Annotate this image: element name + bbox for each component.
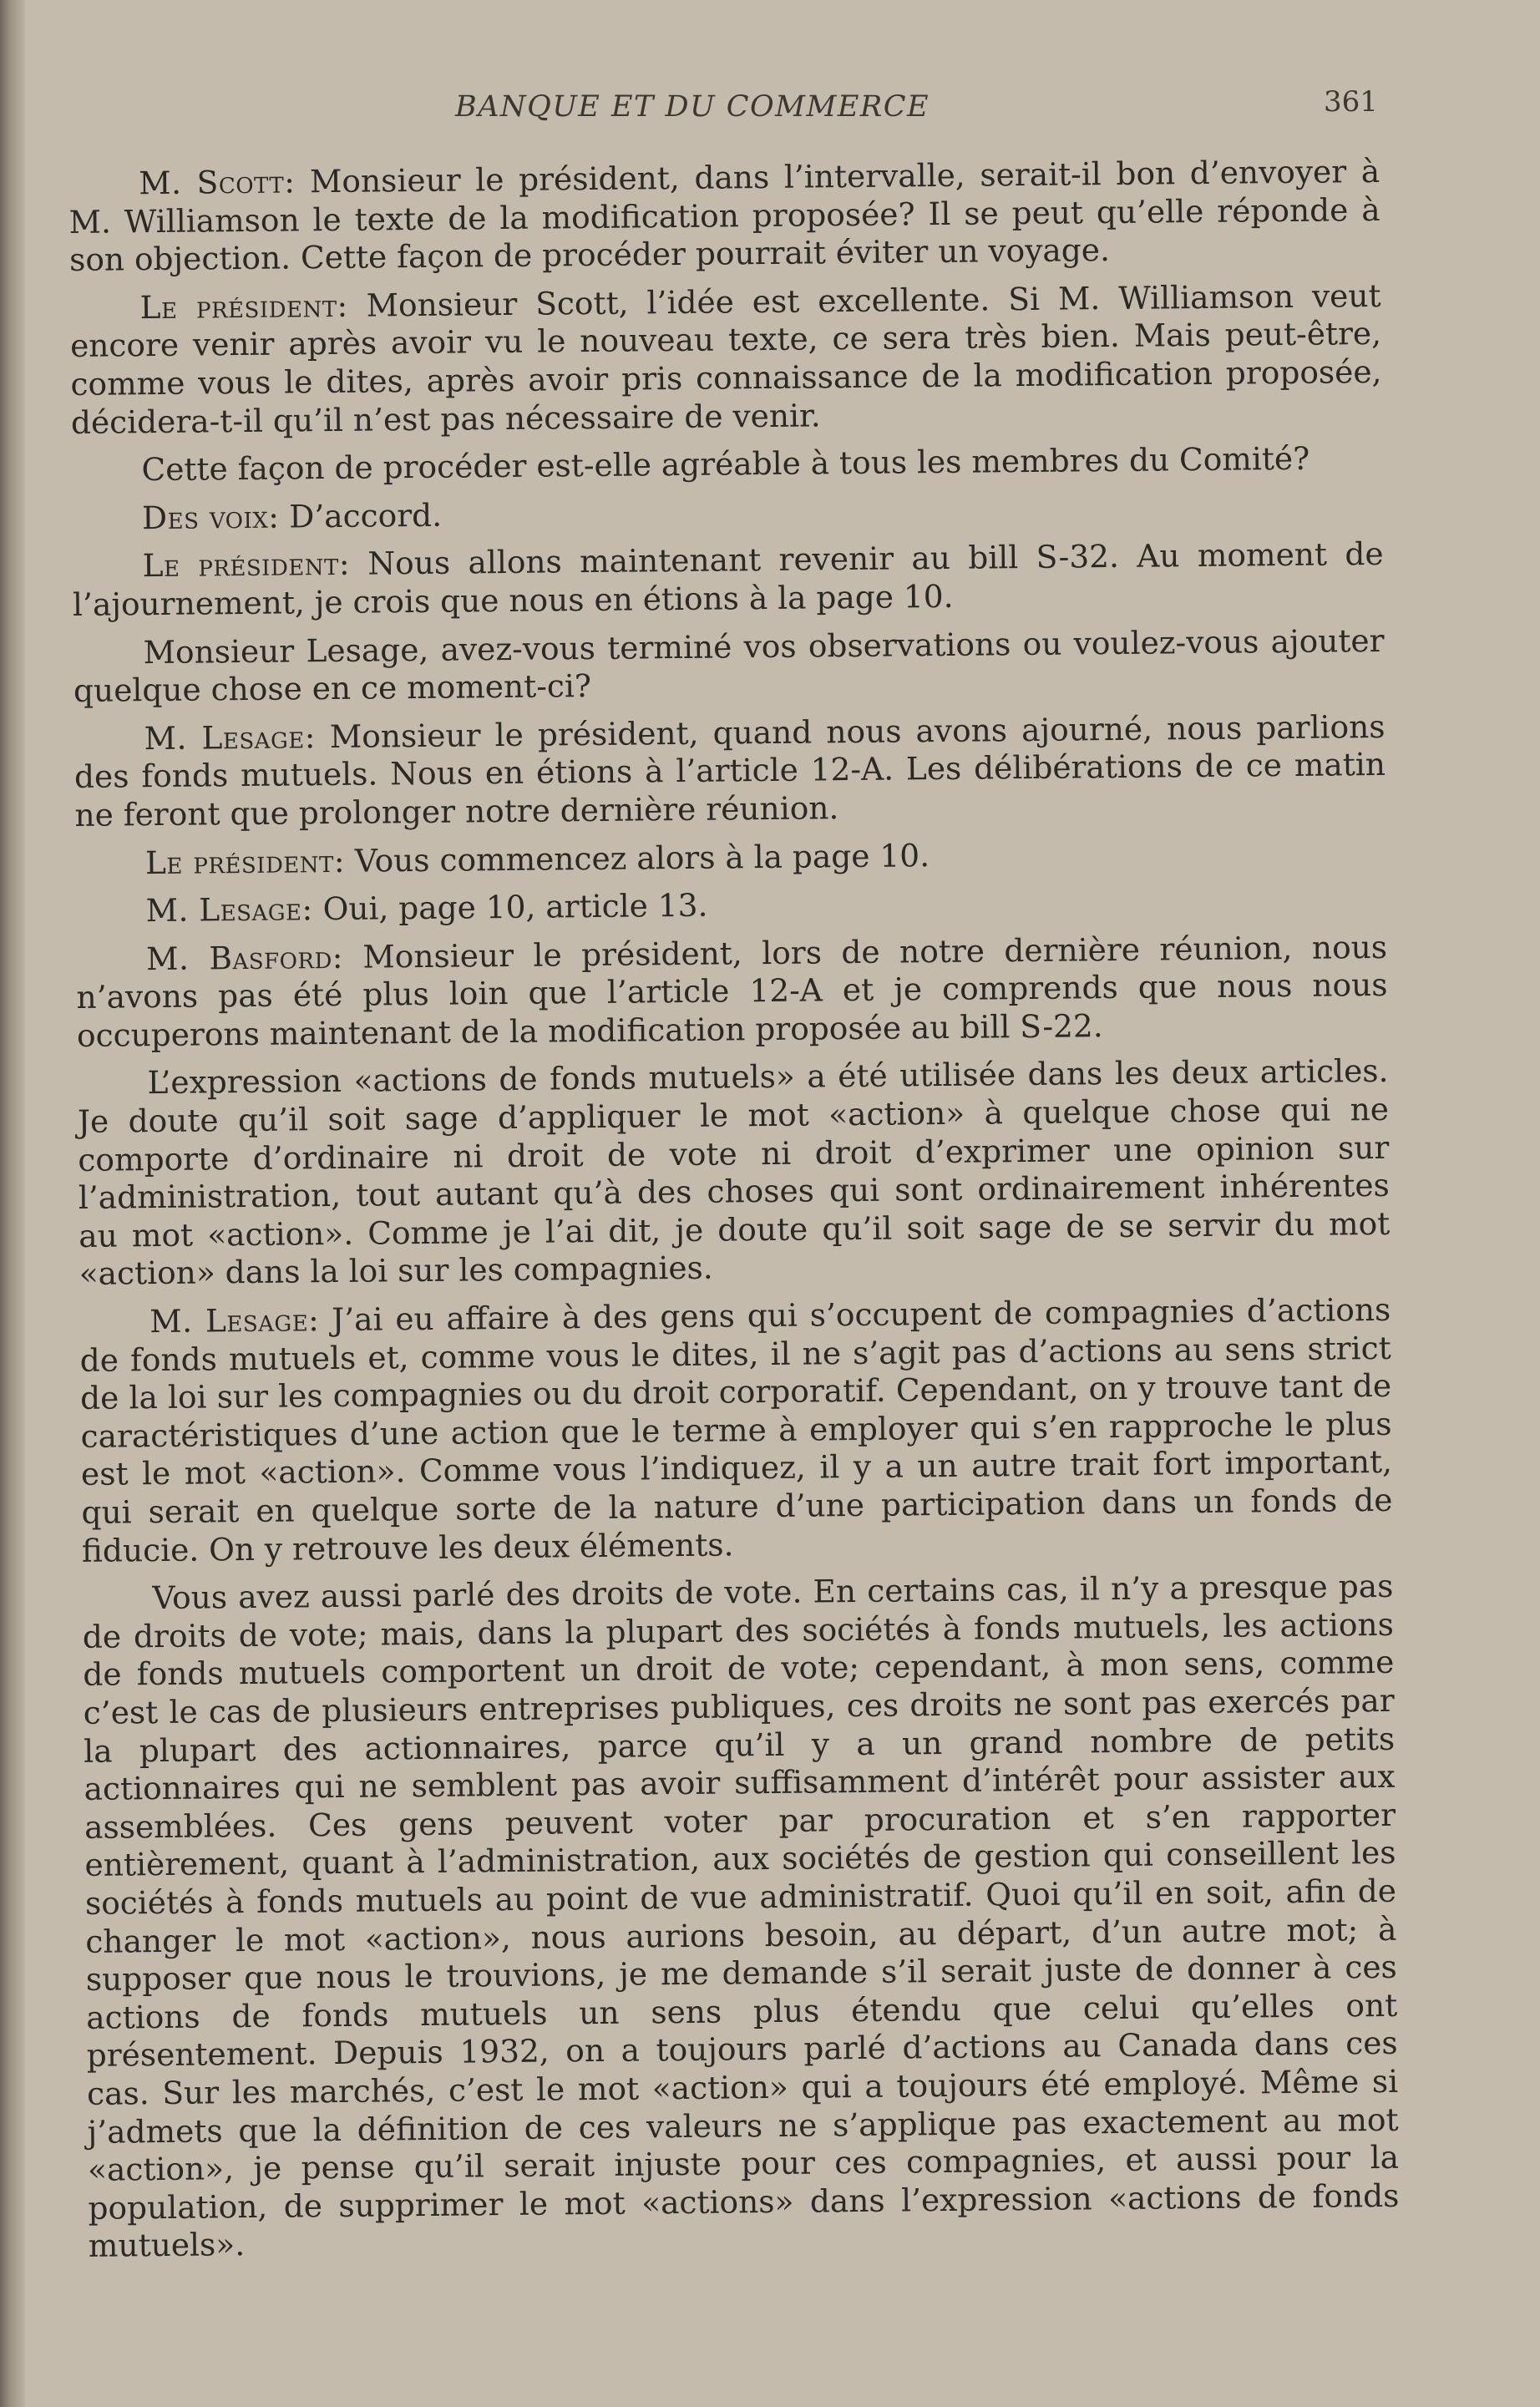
- paragraph-text: Monsieur le président, lors de notre dernière réunion, nous n’avons pas été plus loin que l’article 12-A et je comprends que nous nous occuperons maintenant de la modification proposée au bill S-22.: [76, 928, 1388, 1054]
- paragraph-text: L’expression «actions de fonds mutuels» a été utilisée dans les deux articles. Je doute qu’il soit sage d’appliquer le mot «action» à quelque chose qui ne comporte d’ordinaire ni droit de vote ni droit d’exprimer une opinion sur l’administration, tout autant qu’à des choses qui sont ordinairement inhérentes au mot «action». Comme je l’ai dit, je doute qu’il soit sage de se servir du mot «action» dans la loi sur les compagnies.: [77, 1052, 1391, 1293]
- page-number: 361: [1324, 85, 1378, 119]
- paragraph: [69, 277, 1382, 442]
- paragraph-text: Vous avez aussi parlé des droits de vote. En certains cas, il n’y a presque pas de droits de vote; mais, dans la plupart des sociétés à fonds mutuels, les actions de fonds mutuels comportent un droit de vote; cependant, à mon sens, comme c’est le cas de plusieurs entreprises publiques, ces droits ne sont pas exercés par la plupart des actionnaires, parce qu’il y a un grand nombre de petits actionnaires qui ne semblent pas avoir suffisamment d’intérêt pour assister aux assemblées. Ces gens peuvent voter par procuration et s’en rapporter entièrement, quant à l’administration, aux sociétés de gestion qui conseillent les sociétés à fonds mutuels au point de vue administratif. Quoi qu’il en soit, afin de changer le mot «action», nous aurions besoin, au départ, d’un autre mot; à supposer que nous le trouvions, je me demande s’il serait juste de donner à ces actions de fonds mutuels un sens plus étendu que celui qu’elles ont présentement. Depuis 1932, on a toujours parlé d’actions au Canada dans ces cas. Sur les marchés, c’est le mot «action» qui a toujours été employé. Même si j’admets que la définition de ces valeurs ne s’applique pas exactement au mot «action», je pense qu’il serait injuste pour ces compagnies, et aussi pour la population, de supprimer le mot «actions» dans l’expression «actions de fonds mutuels».: [82, 1568, 1400, 2265]
- speaker-name: M. Lesage:: [149, 1301, 320, 1340]
- body-text: [68, 153, 1400, 2276]
- paragraph: [71, 439, 1382, 490]
- paragraph-text: Monsieur Scott, l’idée est excellente. Si M. Williamson veut encore venir après avoir vu le nouveau texte, ce sera très bien. Mais peut-être, comme vous le dites, après avoir pris connaissance de la modification proposée, décidera-t-il qu’il n’est pas nécessaire de venir.: [69, 276, 1382, 441]
- paragraph: [77, 1052, 1391, 1294]
- paragraph: [72, 535, 1384, 624]
- paragraph-text: J’ai eu affaire à des gens qui s’occupent de compagnies d’actions de fonds mutuels et, comme vous le dites, il ne s’agit pas d’actions au sens strict de la loi sur les compagnies ou du droit corporatif. Cependant, on y trouve tant de caractéristiques d’une action que le terme à employer qui s’en rapproche le plus est le mot «action». Comme vous l’indiquez, il y a un autre trait fort important, qui serait en quelque sorte de la nature d’une participation dans un fonds de fiducie. On y retrouve les deux éléments.: [79, 1290, 1393, 1569]
- paragraph: [82, 1568, 1400, 2266]
- speaker-name: M. Lesage:: [144, 717, 317, 757]
- speaker-name: Le président:: [142, 545, 351, 585]
- speaker-name: Des voix:: [141, 498, 280, 536]
- paragraph-text: D’accord.: [279, 496, 443, 535]
- paragraph-text: Monsieur le président, quand nous avons ajourné, nous parlions des fonds mutuels. Nous en étions à l’article 12-A. Les délibérations de ce matin ne feront que prolonger notre dernière réunion.: [73, 707, 1386, 834]
- paragraph: [75, 832, 1386, 883]
- running-head: BANQUE ET DU COMMERCE: [455, 90, 930, 124]
- paragraph-text: Monsieur le président, dans l’intervalle, serait-il bon d’envoyer à M. Williamson le texte de la modification proposée? Il se peut qu’elle réponde à son objection. Cette façon de procéder pourrait éviter un voyage.: [68, 152, 1380, 279]
- page-binding-shadow: [0, 0, 25, 2407]
- paragraph: [68, 153, 1380, 280]
- paragraph: [73, 621, 1385, 710]
- speaker-name: Le président:: [139, 286, 348, 326]
- paragraph-text: Oui, page 10, article 13.: [312, 886, 708, 928]
- paragraph: [72, 488, 1383, 539]
- speaker-name: M. Basford:: [145, 938, 344, 977]
- paragraph-text: Nous allons maintenant revenir au bill S-32. Au moment de l’ajournement, je crois que nous en étions à la page 10.: [72, 535, 1384, 623]
- paragraph: [76, 929, 1388, 1056]
- paragraph-text: Vous commencez alors à la page 10.: [344, 836, 930, 879]
- paragraph: [75, 880, 1386, 931]
- paragraph: [73, 708, 1385, 835]
- paragraph: [79, 1291, 1393, 1570]
- paragraph-text: Cette façon de procéder est-elle agréable à tous les membres du Comité?: [141, 439, 1310, 489]
- speaker-name: M. Lesage:: [145, 890, 313, 930]
- paragraph-text: Monsieur Lesage, avez-vous terminé vos observations ou voulez-vous ajouter quelque chose en ce moment-ci?: [73, 621, 1385, 710]
- speaker-name: M. Scott:: [138, 163, 296, 202]
- speaker-name: Le président:: [144, 842, 346, 881]
